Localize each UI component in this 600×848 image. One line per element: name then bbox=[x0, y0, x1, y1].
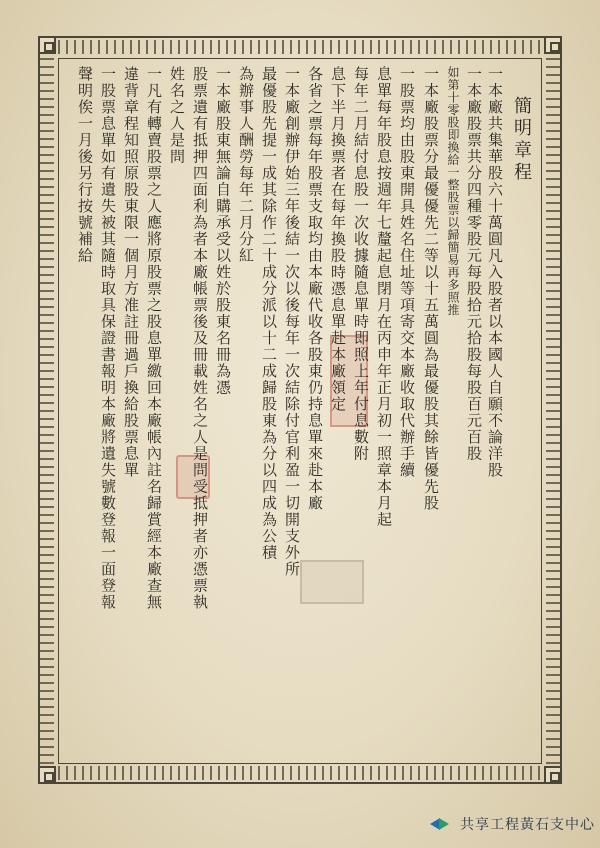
rule-column: 一本廠股東無論自購承受以姓於股東名冊為憑 bbox=[214, 66, 232, 396]
rule-column: 股票遺有抵押四面利為者本廠帳票後及冊載姓名之人是問受抵押者亦憑票執 bbox=[191, 66, 209, 611]
logo-icon bbox=[430, 815, 452, 833]
rule-column: 息單每年股息按週年七釐起息閉月在丙申年正月初一照章本月起 bbox=[375, 66, 393, 528]
top-fret-border bbox=[42, 40, 558, 54]
rule-column: 最優股先提一成其除作二十成分派以十二成歸股東為分以四成為公積 bbox=[260, 66, 278, 561]
rule-column: 聲明俟一月後另行按號補給 bbox=[76, 66, 94, 264]
rule-column: 如第十零股即換給一整股票以歸簡易再多照推 bbox=[446, 66, 460, 316]
rule-column: 一凡有轉賣股票之人應將原股票之股息單繳回本廠帳內註名歸賞經本廠查無 bbox=[145, 66, 163, 611]
corner-ornament bbox=[38, 36, 56, 54]
footer-text: 共享工程黃石支中心 bbox=[460, 817, 595, 833]
faded-stamp bbox=[300, 560, 364, 604]
rule-column: 每年二月結付息股一次收據隨息單時即照上年付息數附 bbox=[352, 66, 370, 462]
rule-column: 為辦事人酬勞每年二月分紅 bbox=[237, 66, 255, 264]
watermark-footer bbox=[430, 812, 595, 836]
rule-column: 違背章程知照原股東限一個月方准註冊過戶換給股票息單 bbox=[122, 66, 140, 479]
rule-column: 一本廠共集華股六十萬圓凡入股者以本國人自願不論洋股 bbox=[486, 66, 504, 479]
bottom-fret-border bbox=[42, 766, 558, 780]
rule-column: 一本廠創辦伊始三年後結一次以後每年一次結除付官利盈一切開支外所 bbox=[283, 66, 301, 578]
document-title: 簡明章程 bbox=[511, 96, 532, 184]
rule-column: 一股票均由股東開具姓名住址等項寄交本廠收取代辦手續 bbox=[398, 66, 416, 479]
corner-ornament bbox=[544, 766, 562, 784]
rule-column: 一本廠股票共分四種零股元每股拾元拾股每股百元百股 bbox=[465, 66, 483, 462]
corner-ornament bbox=[544, 36, 562, 54]
right-fret-border bbox=[546, 42, 560, 780]
rule-column: 姓名之人是問 bbox=[168, 66, 186, 165]
corner-ornament bbox=[38, 766, 56, 784]
left-fret-border bbox=[40, 42, 54, 780]
rule-column: 息下半月換票者在每年換股時憑息單赴本廠領定 bbox=[329, 66, 347, 413]
rule-column: 一股票息單如有遺失被其隨時取具保證書報明本廠將遺失號數登報一面登報 bbox=[99, 66, 117, 611]
rule-column: 一本廠股票分最優優先二等以十五萬圓為最優股其餘皆優先股 bbox=[422, 66, 440, 512]
rule-column: 各省之票每年股票支取均由本廠代收各股東仍持息單來赴本廠 bbox=[306, 66, 324, 512]
